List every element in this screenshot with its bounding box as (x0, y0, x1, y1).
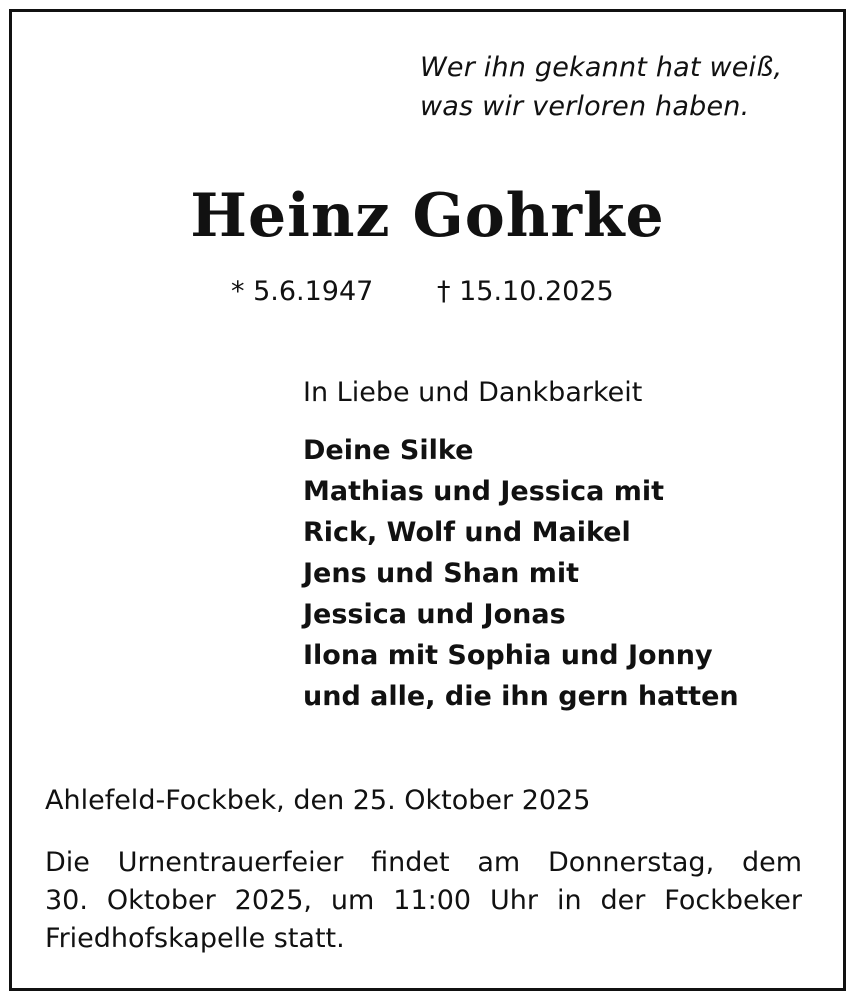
notice-word: Urnentrauerfeier (117, 847, 344, 878)
notice-word: Oktober (106, 885, 216, 916)
mourner-line: Jessica und Jonas (303, 599, 566, 630)
notice-word: dem (741, 847, 802, 878)
notice-word: 30. (45, 885, 88, 916)
notice-word: 11:00 (393, 885, 472, 916)
motto-line-1: Wer ihn gekannt hat weiß, (420, 52, 783, 83)
mourners-list (303, 430, 739, 717)
mourner-line: Deine Silke (303, 435, 474, 466)
mourner-line: und alle, die ihn gern hatten (303, 681, 739, 712)
mourner-line: Jens und Shan mit (303, 558, 580, 589)
notice-word: Donnerstag, (547, 847, 715, 878)
notice-word: Uhr (490, 885, 538, 916)
mourner-line: Ilona mit Sophia und Jonny (303, 640, 713, 671)
motto-line-2: was wir verloren haben. (420, 91, 750, 122)
notice-line-3: Friedhofskapelle statt. (45, 923, 345, 954)
notice-line-2 (45, 882, 802, 920)
notice-word: Fockbeker (664, 885, 802, 916)
mourner-line: Rick, Wolf und Maikel (303, 517, 631, 548)
notice-word: in (556, 885, 582, 916)
notice-word: der (600, 885, 646, 916)
notice-line-1 (45, 844, 802, 882)
notice-word: 2025, (234, 885, 312, 916)
place-and-date: Ahlefeld-Fockbek, den 25. Oktober 2025 (45, 785, 591, 816)
motto-quote (420, 48, 782, 126)
notice-word: um (330, 885, 375, 916)
mourner-line: Mathias und Jessica mit (303, 476, 665, 507)
notice-word: am (477, 847, 521, 878)
birth-date: * 5.6.1947 (231, 276, 374, 307)
notice-word: findet (371, 847, 450, 878)
death-date: † 15.10.2025 (437, 276, 614, 307)
funeral-notice (45, 844, 802, 958)
notice-word: Die (45, 847, 90, 878)
deceased-name: Heinz Gohrke (190, 181, 665, 251)
mourning-intro: In Liebe und Dankbarkeit (303, 377, 643, 408)
